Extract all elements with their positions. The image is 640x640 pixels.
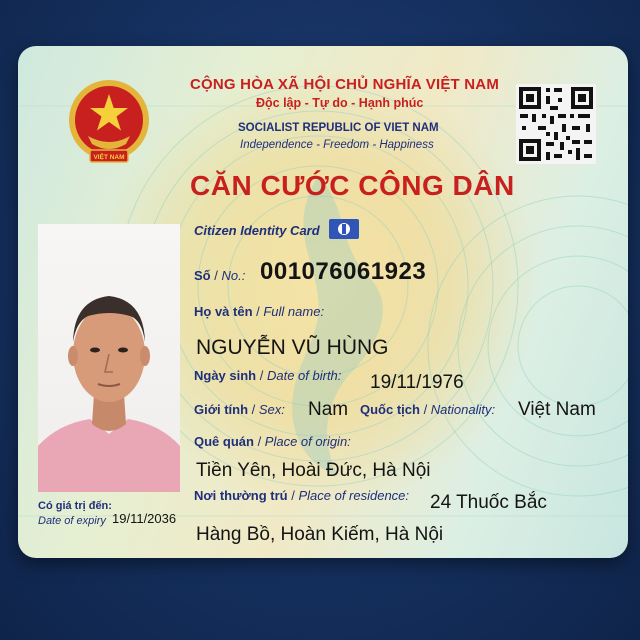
dob-label: Ngày sinh / Date of birth: bbox=[194, 368, 342, 383]
number-label-vi: Số bbox=[194, 268, 211, 283]
number-label: Số / No.: bbox=[194, 268, 246, 283]
card-title-vi: CĂN CƯỚC CÔNG DÂN bbox=[190, 170, 515, 201]
name-label-vi: Họ và tên bbox=[194, 304, 253, 319]
dob-label-en: Date of birth: bbox=[266, 368, 342, 383]
residence-label-vi: Nơi thường trú bbox=[194, 488, 288, 503]
sex-label-en: Sex: bbox=[258, 402, 285, 417]
card-title-en: Citizen Identity Card bbox=[194, 223, 320, 238]
expiry-label-en: Date of expiry bbox=[38, 515, 106, 527]
country-name-vi: CỘNG HÒA XÃ HỘI CHỦ NGHĨA VIỆT NAM bbox=[190, 76, 500, 93]
motto-vi: Độc lập - Tự do - Hạnh phúc bbox=[256, 96, 424, 110]
sex-label-vi: Giới tính bbox=[194, 402, 249, 417]
sex-label: Giới tính / Sex: bbox=[194, 402, 285, 417]
residence-label: Nơi thường trú / Place of residence: bbox=[194, 488, 410, 503]
id-card bbox=[18, 46, 628, 558]
origin-label-vi: Quê quán bbox=[194, 434, 254, 449]
nationality-label-vi: Quốc tịch bbox=[360, 402, 420, 417]
country-name-en: SOCIALIST REPUBLIC OF VIET NAM bbox=[238, 122, 439, 134]
qr-code bbox=[516, 84, 596, 164]
chip-icon bbox=[328, 218, 360, 240]
name-label-en: Full name: bbox=[263, 304, 325, 319]
nationality-value: Việt Nam bbox=[518, 399, 596, 420]
nationality-label: Quốc tịch / Nationality: bbox=[360, 402, 496, 417]
expiry-value: 19/11/2036 bbox=[112, 511, 177, 526]
motto-en: Independence - Freedom - Happiness bbox=[240, 139, 434, 151]
origin-label-en: Place of origin: bbox=[264, 434, 351, 449]
number-label-en: No.: bbox=[221, 268, 246, 283]
id-number: 001076061923 bbox=[260, 258, 427, 285]
national-emblem bbox=[66, 76, 152, 168]
full-name: NGUYỄN VŨ HÙNG bbox=[196, 336, 389, 359]
dob-label-vi: Ngày sinh bbox=[194, 368, 257, 383]
name-label: Họ và tên / Full name: bbox=[194, 304, 325, 319]
place-of-origin: Tiền Yên, Hoài Đức, Hà Nội bbox=[196, 460, 431, 481]
sex-value: Nam bbox=[308, 399, 349, 420]
residence-line-1: 24 Thuốc Bắc bbox=[430, 492, 547, 513]
residence-line-2: Hàng Bồ, Hoàn Kiếm, Hà Nội bbox=[196, 524, 444, 545]
emblem-banner-text: VIỆT NAM bbox=[93, 154, 125, 161]
date-of-birth: 19/11/1976 bbox=[370, 372, 464, 393]
portrait-figure bbox=[38, 224, 180, 492]
expiry-label-vi: Có giá trị đến: bbox=[38, 500, 112, 512]
portrait-photo bbox=[38, 224, 180, 492]
nationality-label-en: Nationality: bbox=[430, 402, 496, 417]
origin-label: Quê quán / Place of origin: bbox=[194, 434, 351, 449]
residence-label-en: Place of residence: bbox=[298, 488, 410, 503]
